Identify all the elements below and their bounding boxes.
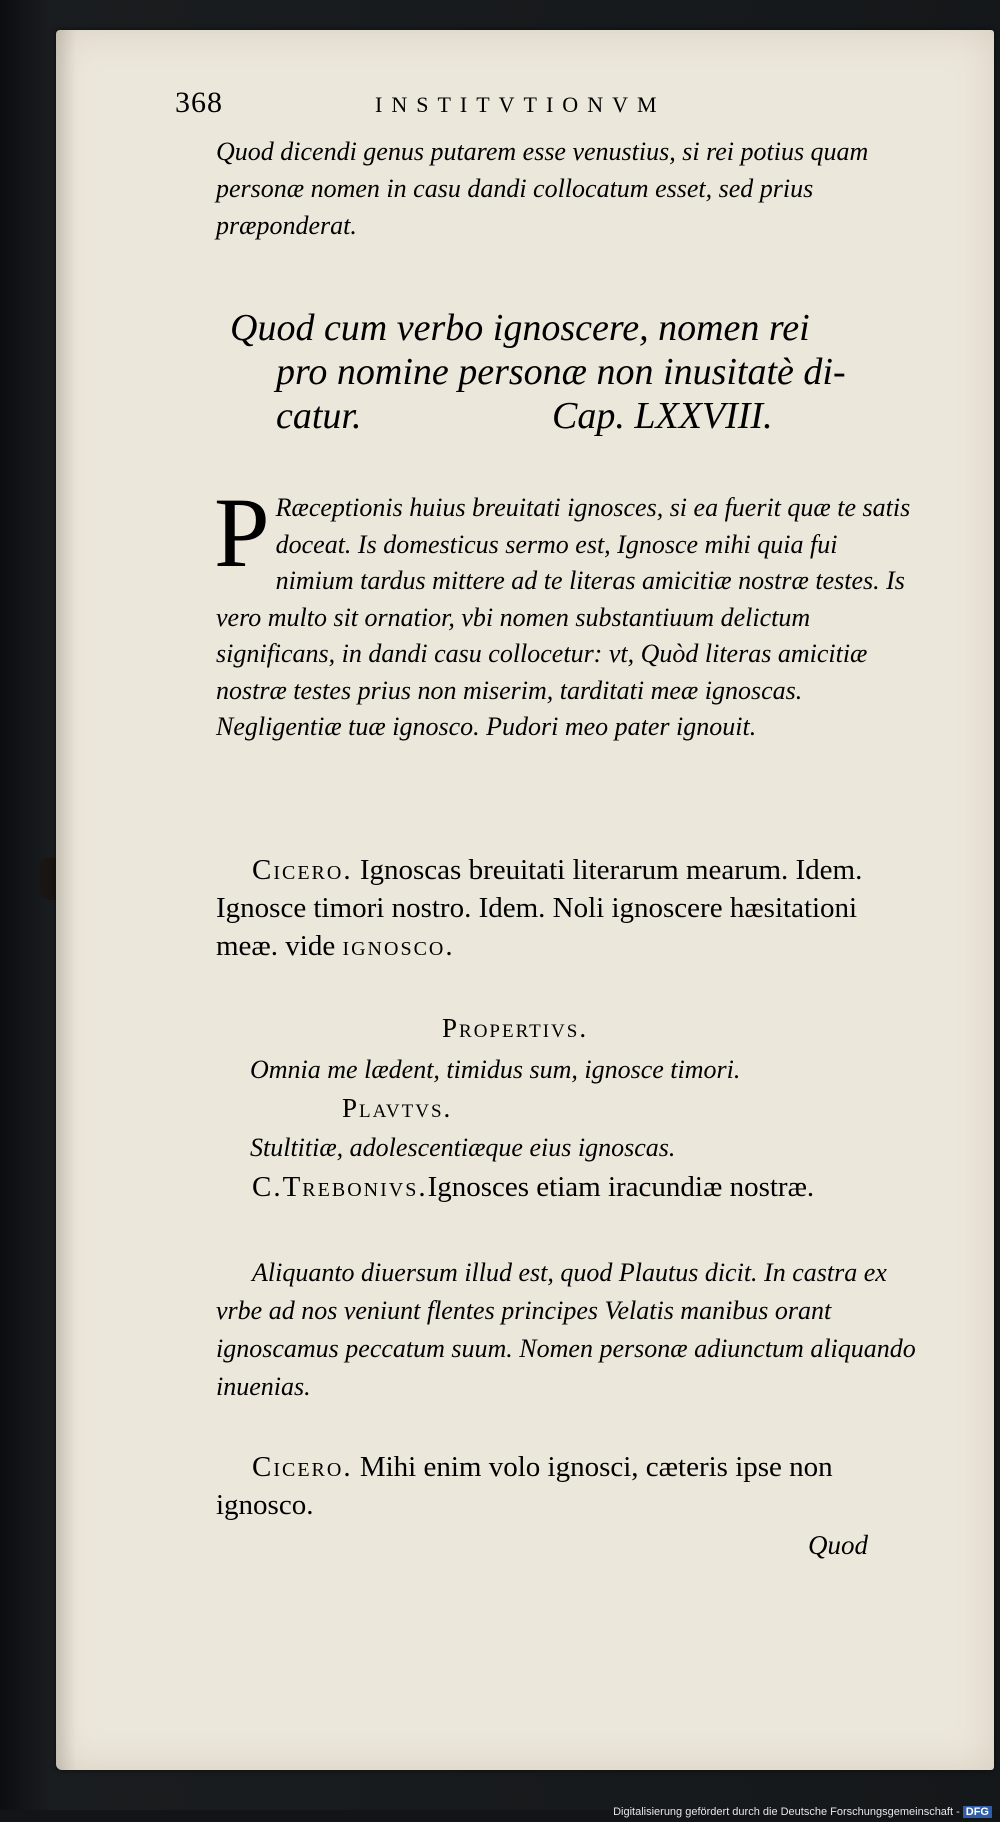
digitization-credit xyxy=(613,1806,992,1820)
top-paragraph: Quod dicendi genus putarem esse venustius, si rei potius quam personæ nomen in casu dandi collocatum esset, sed prius præponderat. xyxy=(216,137,869,240)
trebonius-quote-text: Ignosces etiam iracundiæ nostræ. xyxy=(427,1171,815,1203)
cicero-quote-1 xyxy=(216,851,916,965)
author-plautus: Plavtvs. xyxy=(342,1093,453,1123)
propertius-verse: Omnia me lædent, timidus sum, ignosce timori. xyxy=(250,1055,741,1084)
chapter-title-line-2: pro nomine personæ non inusitatè di- xyxy=(276,351,846,393)
author-cicero-2: Cicero. xyxy=(252,1451,353,1483)
cicero-quote-1-text: Ignoscas breuitati literarum mearum. Idem. Ignosce timori nostro. Idem. Noli ignoscere hæsitationi meæ. vide xyxy=(216,854,863,962)
author-cicero: Cicero. xyxy=(252,854,353,886)
drop-cap: P xyxy=(214,477,270,588)
dfg-logo: DFG xyxy=(963,1806,992,1818)
chapter-title-line-1: Quod cum verbo ignoscere, nomen rei xyxy=(230,307,810,349)
page-number: 368 xyxy=(175,86,223,119)
cross-reference: ignosco. xyxy=(342,930,455,962)
cicero-quote-2-text: Mihi enim volo ignosci, cæteris ipse non ignosco. xyxy=(216,1451,833,1521)
author-propertius: Propertivs. xyxy=(442,1013,589,1043)
trebonius-quote xyxy=(216,1168,916,1206)
catchword: Quod xyxy=(808,1530,868,1560)
chapter-title-line-3: catur. xyxy=(276,395,362,437)
aliquanto-paragraph: Aliquanto diuersum illud est, quod Plautus dicit. In castra ex vrbe ad nos veniunt flentes principes Velatis manibus orant ignoscamus peccatum suum. Nomen personæ adiunctum aliquando inuenias. xyxy=(216,1258,916,1401)
credit-text: Digitalisierung gefördert durch die Deutsche Forschungsgemeinschaft - xyxy=(613,1806,960,1818)
cicero-quote-2 xyxy=(216,1448,916,1524)
body-paragraph-text: Ræceptionis huius breuitati ignosces, si ea fuerit quæ te satis doceat. Is domesticus sermo est, Ignosce mihi quia fui nimium tardus mittere ad te literas amicitiæ nostræ testes. Is vero multo sit ornatior, vbi nomen substantiuum delictum significans, in dandi casu collocetur: vt, Quòd literas amicitiæ nostræ testes prius non miserim, tarditati meæ ignoscas. Negligentiæ tuæ ignosco. Pudori meo pater ignouit. xyxy=(216,493,911,741)
page-header xyxy=(175,86,875,122)
plautus-verse: Stultitiæ, adolescentiæque eius ignoscas. xyxy=(250,1133,676,1162)
chapter-number: Cap. LXXVIII. xyxy=(552,395,773,437)
author-trebonius: C.Trebonivs. xyxy=(252,1171,428,1203)
chapter-heading xyxy=(230,306,910,438)
body-paragraph xyxy=(214,477,916,746)
running-title: INSTITVTIONVM xyxy=(375,92,666,117)
